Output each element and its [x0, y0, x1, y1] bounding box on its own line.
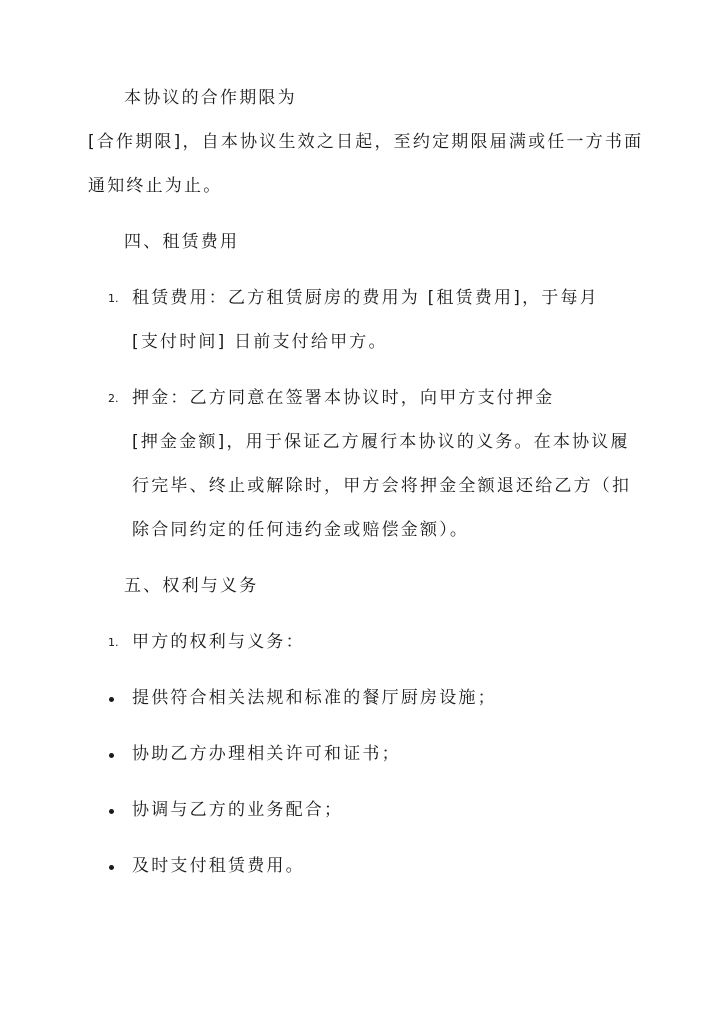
item-number: 1.	[108, 292, 119, 305]
term-line-1: 本协议的合作期限为	[124, 88, 297, 108]
bullet-dot	[109, 697, 114, 702]
deposit-line-1: 押金：乙方同意在签署本协议时，向甲方支付押金	[132, 388, 555, 408]
section-5-heading: 五、权利与义务	[124, 576, 259, 596]
rent-fee-line-2: [支付时间] 日前支付给甲方。	[132, 332, 388, 352]
bullet-item: 提供符合相关法规和标准的餐厅厨房设施；	[132, 688, 497, 708]
bullet-item: 协调与乙方的业务配合；	[132, 800, 344, 820]
bullet-dot	[109, 865, 114, 870]
item-number: 1.	[108, 636, 119, 649]
term-line-3: 通知终止为止。	[88, 176, 223, 196]
bullet-dot	[109, 809, 114, 814]
party-a-rights-line: 甲方的权利与义务：	[132, 632, 305, 652]
deposit-line-2: [押金金额]，用于保证乙方履行本协议的义务。在本协议履	[132, 432, 630, 452]
deposit-line-4: 除合同约定的任何违约金或赔偿金额）。	[132, 520, 470, 540]
term-line-2: [合作期限]，自本协议生效之日起，至约定期限届满或任一方书面	[88, 132, 644, 152]
item-number: 2.	[108, 392, 119, 405]
bullet-dot	[109, 753, 114, 758]
rent-fee-line-1: 租赁费用：乙方租赁厨房的费用为 [租赁费用]，于每月	[132, 288, 599, 308]
bullet-item: 及时支付租赁费用。	[132, 856, 305, 876]
bullet-item: 协助乙方办理相关许可和证书；	[132, 744, 401, 764]
deposit-line-3: 行完毕、终止或解除时，甲方会将押金全额退还给乙方（扣	[132, 476, 632, 496]
section-4-heading: 四、租赁费用	[124, 232, 240, 252]
